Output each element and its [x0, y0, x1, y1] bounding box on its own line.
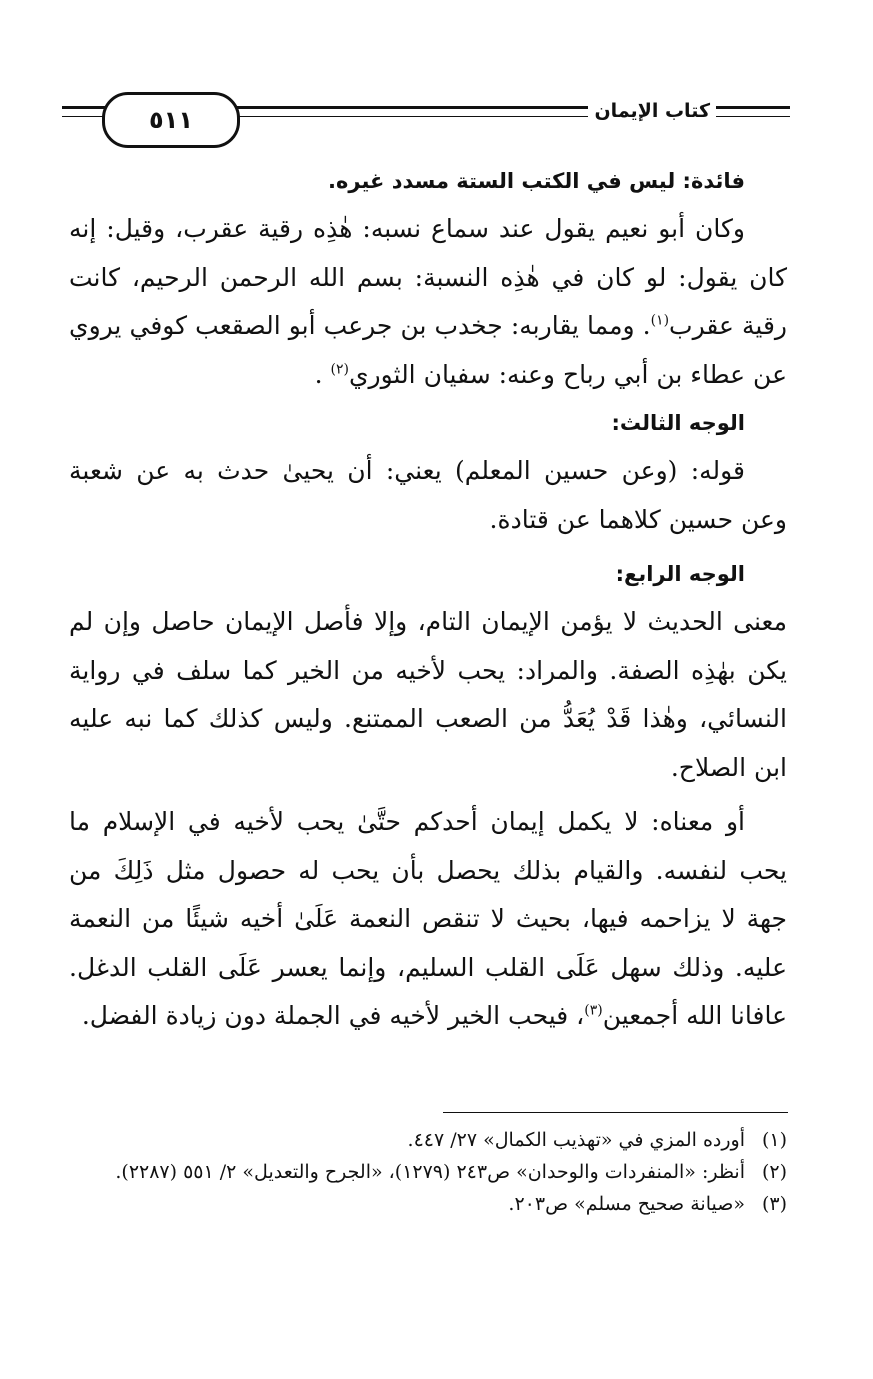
footnote-1 — [69, 1124, 787, 1156]
paragraph-5-text-a: أو معناه: لا يكمل إيمان أحدكم حتَّىٰ يحب لأخيه في الإسلام ما يحب لنفسه. والقيام بذلك يحصل بأن يحب له حصول مثل ذَلِكَ من جهة لا يزاحمه فيها، بحيث لا تنقص النعمة عَلَىٰ أخيه شيئًا من النعمة عليه. وذلك سهل عَلَى القلب السليم، وإنما يعسر عَلَى القلب الدغل. عافانا الله أجمعين — [69, 807, 787, 1030]
running-title: كتاب الإيمان — [588, 100, 716, 122]
paragraph-2-text-b: . ومما يقاربه: جخدب بن جرعب أبو الصقعب كوفي يروي عن عطاء بن أبي رباح وعنه: سفيان الثوري — [69, 311, 787, 389]
note-text: ليس في الكتب الستة مسدد غيره. — [328, 169, 683, 193]
footnote-ref-1[interactable]: (١) — [650, 312, 670, 329]
section-heading-third: الوجه الثالث: — [611, 411, 745, 435]
footnote-number: (٣) — [761, 1193, 787, 1215]
paragraph-5-text-b: ، فيحب الخير لأخيه في الجملة دون زيادة الفضل. — [81, 1001, 585, 1030]
footnote-number: (١) — [761, 1129, 787, 1151]
paragraph-2 — [69, 205, 787, 399]
paragraph-3: قوله: (وعن حسين المعلم) يعني: أن يحيىٰ حدث به عن شعبة وعن حسين كلاهما عن قتادة. — [69, 456, 787, 534]
footnote-ref-3[interactable]: (٣) — [584, 1002, 603, 1019]
paragraph-4: معنى الحديث لا يؤمن الإيمان التام، وإلا فأصل الإيمان حاصل وإن لم يكن بهٰذِه الصفة. والمراد: يحب لأخيه من الخير كما سلف في رواية النسائي، وهٰذا قَدْ يُعَدُّ من الصعب الممتنع. وليس كذلك كما نبه عليه ابن الصلاح. — [69, 607, 787, 782]
section-heading-fourth: الوجه الرابع: — [615, 562, 745, 586]
footnotes — [69, 1124, 787, 1220]
paragraph-note — [69, 156, 787, 205]
footnote-separator — [443, 1112, 788, 1113]
page-header — [62, 88, 790, 150]
footnote-3 — [69, 1188, 787, 1220]
paragraph-5 — [69, 798, 787, 1041]
main-text — [69, 156, 787, 1041]
page-number: ٥١١ — [149, 106, 193, 134]
footnote-text: أنظر: «المنفردات والوحدان» ص٢٤٣ (١٢٧٩)، «الجرح والتعديل» ٢/ ٥٥١ (٢٢٨٧). — [115, 1161, 745, 1183]
footnote-ref-2[interactable]: (٢) — [330, 361, 349, 378]
paragraph-2-end: . — [314, 359, 331, 389]
page-number-badge — [102, 92, 240, 148]
paragraph-2-text-a: وكان أبو نعيم يقول عند سماع نسبه: هٰذِه رقية عقرب، وقيل: إنه كان يقول: لو كان في هٰذِه النسبة: بسم الله الرحمن الرحيم، كانت رقية عقرب — [69, 214, 787, 340]
note-label: فائدة: — [682, 169, 745, 193]
footnote-2 — [69, 1156, 787, 1188]
footnote-text: أورده المزي في «تهذيب الكمال» ٢٧/ ٤٤٧. — [407, 1129, 745, 1151]
footnote-text: «صيانة صحيح مسلم» ص٢٠٣. — [508, 1193, 745, 1215]
footnote-number: (٢) — [761, 1161, 787, 1183]
